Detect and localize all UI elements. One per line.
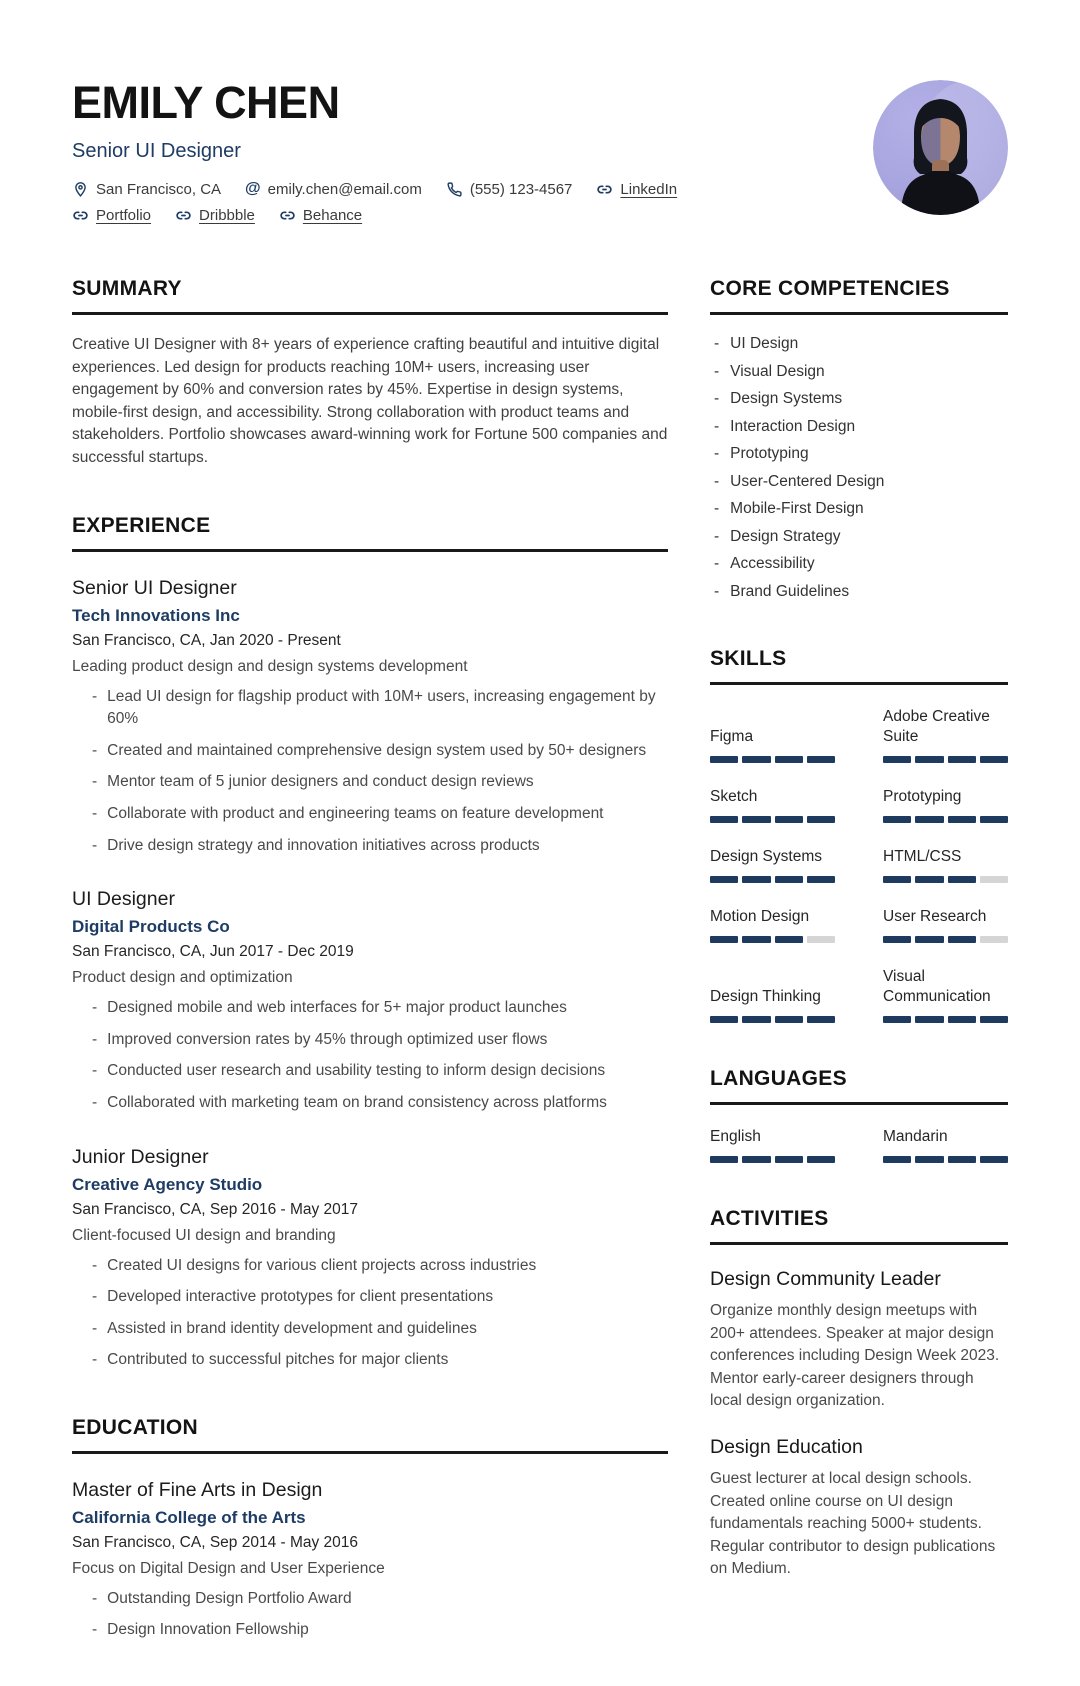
job-bullet: - Assisted in brand identity development and guidelines <box>92 1318 668 1341</box>
skills-heading: SKILLS <box>710 647 1008 685</box>
skill-item <box>710 987 835 1023</box>
avatar <box>873 80 1008 215</box>
location-pin-icon <box>72 181 89 198</box>
language-level-bar <box>883 1156 1008 1163</box>
skill-level-bar <box>710 876 835 883</box>
summary-heading: SUMMARY <box>72 277 668 315</box>
contact-link-behance-text[interactable]: Behance <box>302 207 363 224</box>
education-location-dates: San Francisco, CA, Sep 2014 - May 2016 <box>72 1533 359 1551</box>
competency-item: - Design Strategy <box>714 526 1008 549</box>
job-bullet: - Lead UI design for flagship product with 10M+ users, increasing engagement by 60% <box>92 686 668 731</box>
competency-item: - Brand Guidelines <box>714 581 1008 604</box>
education-bullet-list <box>72 1588 668 1642</box>
skill-item <box>883 967 1008 1023</box>
language-level-bar <box>710 1156 835 1163</box>
skill-name: Visual Communication <box>883 968 991 1005</box>
job-bullet: - Created UI designs for various client projects across industries <box>92 1255 668 1278</box>
activity-text: Organize monthly design meetups with 200+ attendees. Speaker at major design conferences including Design Week 2023. Mentor early-career designers through local design organization. <box>710 1302 1000 1410</box>
contact-link-portfolio-text[interactable]: Portfolio <box>96 207 152 224</box>
job-description: Client-focused UI design and branding <box>72 1226 336 1244</box>
contact-link-portfolio[interactable] <box>72 207 151 224</box>
activities-heading: ACTIVITIES <box>710 1207 1008 1245</box>
language-name: English <box>710 1128 761 1145</box>
languages-grid <box>710 1127 1008 1163</box>
skill-name: Figma <box>710 728 754 745</box>
contact-link-behance[interactable] <box>279 207 362 224</box>
content-columns <box>72 277 1008 1686</box>
job-location-dates: San Francisco, CA, Sep 2016 - May 2017 <box>72 1200 359 1218</box>
link-icon <box>279 207 296 224</box>
section-core-competencies <box>710 277 1008 603</box>
header-identity <box>72 77 732 233</box>
education-description: Focus on Digital Design and User Experience <box>72 1559 385 1577</box>
language-item <box>710 1127 835 1163</box>
competency-item: - User-Centered Design <box>714 471 1008 494</box>
skill-item <box>883 907 1008 943</box>
job-description: Leading product design and design systems development <box>72 657 468 675</box>
link-icon <box>72 207 89 224</box>
phone-icon <box>446 181 463 198</box>
skill-item <box>710 907 835 943</box>
education-bullet: - Outstanding Design Portfolio Award <box>92 1588 668 1611</box>
skill-item <box>883 707 1008 763</box>
skill-level-bar <box>710 756 835 763</box>
skill-level-bar <box>710 1016 835 1023</box>
job-company: Digital Products Co <box>72 917 230 937</box>
contact-location <box>72 181 221 198</box>
skill-item <box>710 847 835 883</box>
skill-name: User Research <box>883 908 987 925</box>
education-entry <box>72 1479 668 1642</box>
skill-item <box>710 787 835 823</box>
link-icon <box>596 181 613 198</box>
email-at-icon <box>245 180 261 198</box>
activity-title: Design Community Leader <box>710 1268 941 1290</box>
job-entry <box>72 1146 668 1372</box>
job-company: Creative Agency Studio <box>72 1174 263 1194</box>
job-company: Tech Innovations Inc <box>72 605 240 625</box>
skill-item <box>883 787 1008 823</box>
skill-name: Design Thinking <box>710 988 821 1005</box>
activity-text: Guest lecturer at local design schools. Created online course on UI design fundamentals reaching 5000+ students. Regular contributor to design publications on Medium. <box>710 1469 996 1578</box>
job-bullet: - Drive design strategy and innovation initiatives across products <box>92 835 668 858</box>
person-title: Senior UI Designer <box>72 140 241 162</box>
job-bullet: - Collaborated with marketing team on brand consistency across platforms <box>92 1092 668 1115</box>
skill-name: HTML/CSS <box>883 848 962 865</box>
activity-item <box>710 1268 1008 1413</box>
job-location-dates: San Francisco, CA, Jan 2020 - Present <box>72 631 341 649</box>
section-languages <box>710 1067 1008 1163</box>
job-bullet: - Created and maintained comprehensive design system used by 50+ designers <box>92 740 668 763</box>
section-activities <box>710 1207 1008 1581</box>
job-bullet: - Improved conversion rates by 45% through optimized user flows <box>92 1029 668 1052</box>
job-entry <box>72 888 668 1114</box>
education-bullet: - Design Innovation Fellowship <box>92 1619 668 1642</box>
contact-phone <box>446 181 573 198</box>
contact-email <box>245 180 422 198</box>
contact-phone-text: (555) 123-4567 <box>469 180 573 198</box>
person-name: EMILY CHEN <box>72 77 340 128</box>
skill-level-bar <box>710 936 835 943</box>
job-bullet-list <box>72 1255 668 1372</box>
languages-heading: LANGUAGES <box>710 1067 1008 1105</box>
competency-item: - Design Systems <box>714 388 1008 411</box>
competency-item: - Mobile-First Design <box>714 498 1008 521</box>
skill-name: Prototyping <box>883 788 962 805</box>
section-summary <box>72 277 668 470</box>
skill-name: Adobe Creative Suite <box>883 708 990 745</box>
education-school: California College of the Arts <box>72 1507 306 1527</box>
skill-item <box>883 847 1008 883</box>
experience-heading: EXPERIENCE <box>72 514 668 552</box>
contact-email-text: emily.chen@email.com <box>267 180 422 198</box>
competency-item: - Accessibility <box>714 553 1008 576</box>
skill-item <box>710 727 835 763</box>
job-entry <box>72 577 668 858</box>
skill-level-bar <box>883 876 1008 883</box>
skill-name: Sketch <box>710 788 758 805</box>
education-degree: Master of Fine Arts in Design <box>72 1478 323 1501</box>
skill-level-bar <box>883 1016 1008 1023</box>
contact-link-linkedin-text[interactable]: LinkedIn <box>620 180 678 198</box>
job-title: UI Designer <box>72 888 175 911</box>
skills-grid <box>710 707 1008 1023</box>
core-competencies-heading: CORE COMPETENCIES <box>710 277 1008 315</box>
job-bullet: - Designed mobile and web interfaces for 5+ major product launches <box>92 997 668 1020</box>
job-bullet: - Contributed to successful pitches for major clients <box>92 1349 668 1372</box>
language-item <box>883 1127 1008 1163</box>
job-description: Product design and optimization <box>72 969 293 987</box>
section-skills <box>710 647 1008 1023</box>
skill-level-bar <box>883 756 1008 763</box>
header <box>72 77 1008 233</box>
contact-link-dribbble-text[interactable]: Dribbble <box>199 207 255 224</box>
job-title: Junior Designer <box>72 1145 209 1168</box>
job-title: Senior UI Designer <box>72 576 237 599</box>
contact-link-dribbble[interactable] <box>175 207 255 224</box>
language-name: Mandarin <box>883 1128 948 1145</box>
avatar-photo-illustration <box>873 80 1008 215</box>
right-column <box>710 277 1008 1686</box>
competency-item: - Visual Design <box>714 361 1008 384</box>
section-experience <box>72 514 668 1372</box>
skill-name: Design Systems <box>710 848 822 865</box>
skill-level-bar <box>883 816 1008 823</box>
job-location-dates: San Francisco, CA, Jun 2017 - Dec 2019 <box>72 943 354 961</box>
contact-info <box>72 180 732 224</box>
left-column <box>72 277 668 1686</box>
skill-name: Motion Design <box>710 908 810 925</box>
activity-item <box>710 1436 1008 1581</box>
job-bullet-list <box>72 686 668 858</box>
job-bullet-list <box>72 997 668 1114</box>
contact-link-linkedin[interactable] <box>596 181 677 198</box>
skill-level-bar <box>710 816 835 823</box>
summary-text: Creative UI Designer with 8+ years of experience crafting beautiful and intuitive digital experiences. Led design for products reaching 10M+ users, increasing user engagement by 60% and conversion rates by 45%. Expertise in design systems, mobile-first design, and accessibility. Strong collaboration with product teams and stakeholders. Portfolio showcases award-winning work for Fortune 500 companies and successful startups. <box>72 336 668 466</box>
competency-item: - UI Design <box>714 333 1008 356</box>
contact-row-1 <box>72 180 732 198</box>
skill-level-bar <box>883 936 1008 943</box>
link-icon <box>175 207 192 224</box>
job-bullet: - Developed interactive prototypes for client presentations <box>92 1286 668 1309</box>
job-bullet: - Conducted user research and usability testing to inform design decisions <box>92 1060 668 1083</box>
competency-item: - Prototyping <box>714 443 1008 466</box>
section-education <box>72 1416 668 1642</box>
contact-location-text: San Francisco, CA <box>96 180 222 198</box>
job-bullet: - Mentor team of 5 junior designers and conduct design reviews <box>92 771 668 794</box>
contact-row-2 <box>72 207 732 224</box>
job-bullet: - Collaborate with product and engineering teams on feature development <box>92 803 668 826</box>
activity-title: Design Education <box>710 1435 863 1458</box>
competency-item: - Interaction Design <box>714 416 1008 439</box>
competency-list <box>710 333 1008 603</box>
education-heading: EDUCATION <box>72 1416 668 1454</box>
